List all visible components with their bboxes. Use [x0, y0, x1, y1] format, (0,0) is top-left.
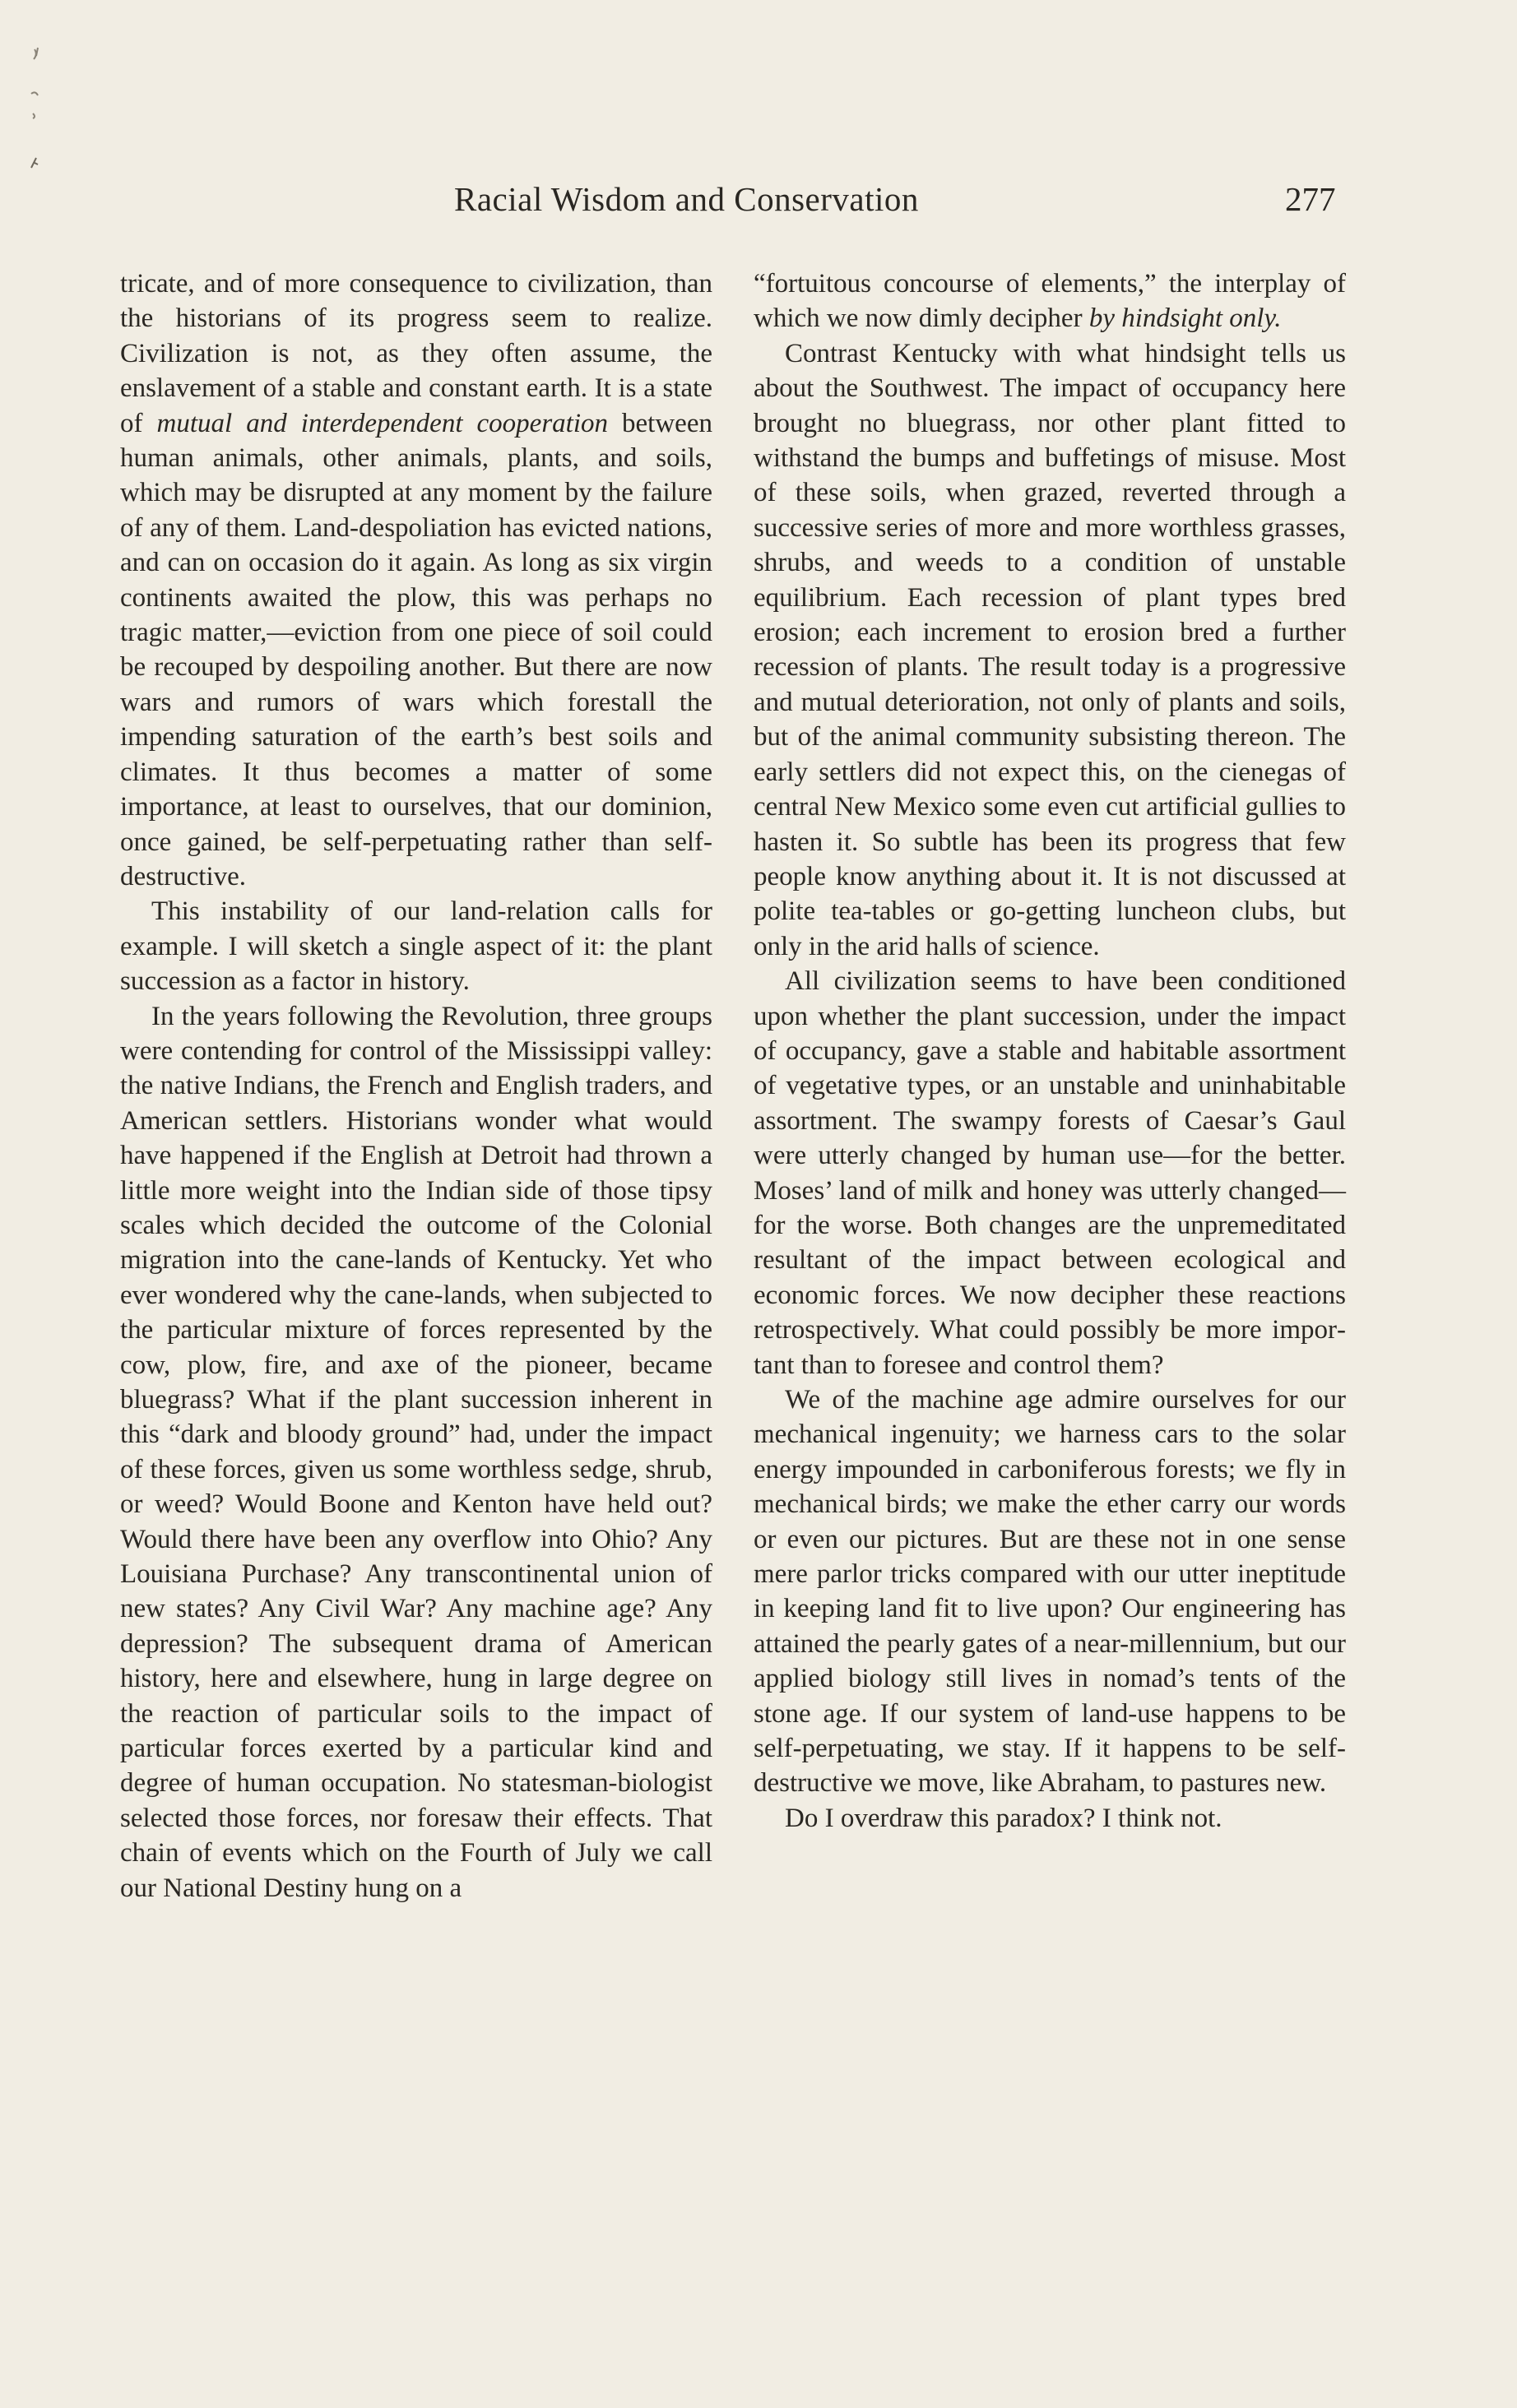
paragraph: We of the machine age admire ourselves for our mechanical ingenuity; we harness cars to the solar energy impounded in carboniferous forests; we fly in mechanical birds; we make the ether carry our words or even our pictures. But are these not in one sense mere parlor tricks compared with our utter ineptitude in keeping land fit to live upon? Our engineering has attained the pearly gates of a near-millennium, but our applied biology still lives in nomad’s tents of the stone age. If our system of land-use happens to be self-perpetuating, we stay. If it happens to be self-destructive we move, like Abraham, to pastures new.: [754, 1385, 1346, 1799]
running-title: Racial Wisdom and Conservation: [454, 180, 919, 218]
running-head: [0, 179, 1517, 229]
page-number: 277: [1285, 180, 1336, 218]
paragraph: In the years following the Revolution, three groups were contending for control of the Mississippi valley: the native Indians, the French and English traders, and American settlers. Historians wonder what would have happened if the English at Detroit had thrown a little more weight into the Indian side of those tipsy scales which decided the outcome of the Colonial migration into the cane-lands of Kentucky. Yet who ever wondered why the cane-lands, when subjected to the particular mixture of forces represented by the cow, plow, fire, and axe of the pioneer, became bluegrass? What if the plant succession inherent in this “dark and bloody ground” had, under the impact of these forces, given us some worthless sedge, shrub, or weed? Would Boone and Kenton have held out? Would there have been any overflow into Ohio? Any Louisiana Purchase? Any transcontinental union of new states? Any Civil War? Any machine age? Any depression? The subsequent drama of American history, here and elsewhere, hung in large degree on the reaction of particular soils to the impact of particular forces exerted by a particular kind and degree of human occupation. No statesman-biologist selected those forces, nor foresaw their effects. That chain of events which on the Fourth of July we call our National Destiny hung on a: [120, 1001, 712, 1903]
text-run: tricate, and of more consequence to civilization, than the historians of its progress seem to realize. Civilization is not, as they often assume, the enslavement of a stable and constant earth. It is a state of: [120, 269, 712, 438]
paragraph: Do I overdraw this paradox? I think not.: [785, 1803, 1222, 1833]
paragraph: [120, 266, 712, 894]
paragraph: [754, 266, 1346, 336]
right-column: [754, 266, 1346, 1836]
paragraph: This instability of our land-relation calls for example. I will sketch a single aspect of it: the plant succession as a factor in history.: [120, 896, 712, 997]
left-column: [120, 266, 712, 1906]
text-run: “fortuitous concourse of elements,” the interplay of which we now dimly decipher: [754, 269, 1346, 334]
italic-text-run: mutual and interdependent cooperation: [156, 408, 608, 438]
italic-text-run: by hindsight only.: [1088, 303, 1282, 334]
text-run: between human animals, other animals, plants, and soils, which may be disrupted at any moment by the failure of any of them. Land-despoliation has evicted nations, and can on occasion do it again. As long as six virgin continents awaited the plow, this was perhaps no tragic matter,—eviction from one piece of soil could be recouped by despoiling another. But there are now wars and rumors of wars which forestall the impending saturation of the earth’s best soils and climates. It thus becomes a matter of some importance, at least to ourselves, that our dominion, once gained, be self-perpetuating rather than self-destructive.: [120, 408, 712, 891]
paragraph: Contrast Kentucky with what hindsight tells us about the Southwest. The impact of occupancy here brought no bluegrass, nor other plant fitted to withstand the bumps and buffetings of misuse. Most of these soils, when grazed, reverted through a successive series of more and more worthless grasses, shrubs, and weeds to a condition of unstable equilibrium. Each recession of plant types bred erosion; each increment to erosion bred a further recession of plants. The result today is a progressive and mutual deterioration, not only of plants and soils, but of the animal community subsisting thereon. The early settlers did not expect this, on the cienegas of central New Mexico some even cut artificial gullies to hasten it. So subtle has been its progress that few people know anything about it. It is not discussed at polite tea-tables or go-getting luncheon clubs, but only in the arid halls of science.: [754, 338, 1346, 961]
margin-ink-marks: [26, 43, 46, 174]
paragraph: All civilization seems to have been conditioned upon whether the plant succession, under the impact of occupancy, gave a stable and habitable assortment of vegetative types, or an unstable and uninhabitable assortment. The swampy forests of Caesar’s Gaul were utterly changed by human use—for the better. Moses’ land of milk and honey was utterly changed—for the worse. Both changes are the unpremeditated resultant of the impact between ecological and economic forces. We now decipher these reactions retrospectively. What could possibly be more important than to foresee and control them?: [754, 966, 1346, 1380]
